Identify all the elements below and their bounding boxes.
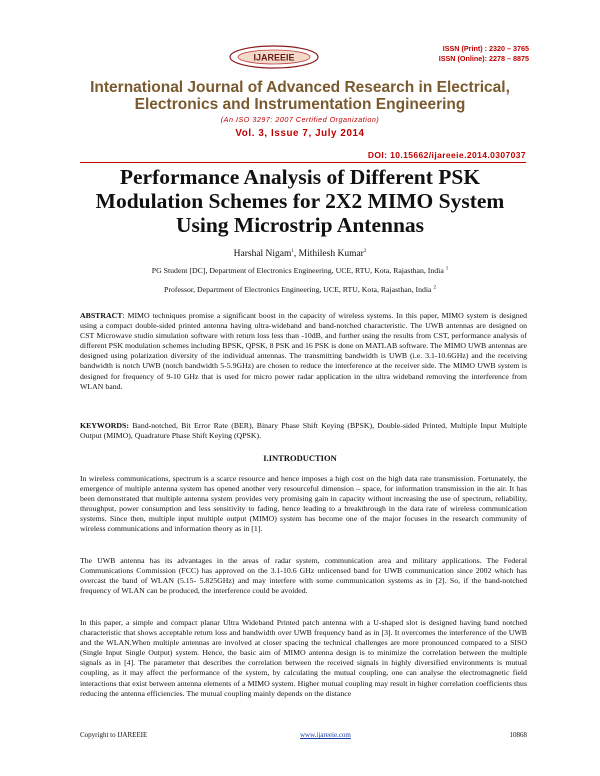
iso-certification: (An ISO 3297: 2007 Certified Organization) [220, 115, 380, 124]
title-line: Using Microstrip Antennas [175, 213, 425, 237]
footer-copyright: Copyright to IJAREEIE [80, 731, 148, 739]
doi: DOI: 10.15662/ijareeie.2014.0307037 [367, 150, 526, 160]
abstract-text: : MIMO techniques promise a significant boost in the capacity of wireless systems. In this paper, MIMO system is designed using a compact double-sided printed antenna having ultra-wideband and band-notched characteristic. The UWB antennas are designed on CST Microwave studio simulation software with return loss less than -10dB, and further using the results from CST, performance analysis of different PSK modulation schemes including BPSK, QPSK, 8 PSK and 16 PSK is done on MATLAB software. The MIMO UWB antennas are designed using polarization diversity of the individual antennas. The transmitting bandwidth is UWB (i.e. 3.1-10.6GHz) and the receiving bandwidth is notch UWB (notch bandwidth 5-5.9GHz) are chosen to reduce the interference at the receiver side. The MIMO UWB system is designed for frequency of 9-10 GHz that is used for micro power radar application in the ultra wideband removing the interference from WLAN band. [80, 311, 527, 391]
keywords [80, 421, 527, 441]
affiliation-text: PG Student [DC], Department of Electronics Engineering, UCE, RTU, Kota, Rajasthan, India [151, 266, 446, 275]
authors [0, 249, 600, 259]
journal-logo [218, 43, 330, 71]
section-heading: I.INTRODUCTION [263, 453, 337, 463]
affiliation-text: Professor, Department of Electronics Engineering, UCE, RTU, Kota, Rajasthan, India [164, 285, 434, 294]
affiliation-sup: 1 [445, 266, 449, 272]
affiliation-1 [0, 266, 600, 275]
footer-website-link[interactable]: www.ijareeie.com [300, 731, 351, 739]
volume-issue: Vol. 3, Issue 7, July 2014 [235, 128, 365, 139]
intro-paragraph-1: In wireless communications, spectrum is a scarce resource and hence imposes a high cost on the high data rate transmission. Fortunately, the emergence of multiple antenna system has opened another very resourceful dimension – space, for information transmission in the air. It has been demonstrated that multiple antenna system provides very promising gain in capacity without increasing the use of spectrum, reliability, throughput, power consumption and less sensitivity to fading, hence leading to a breakthrough in the data rate of wireless communication systems. Since then, multiple input multiple output (MIMO) system has become one of the major focuses in the research community of wireless communications and information theory as in [1]. [80, 474, 527, 534]
issn-print: ISSN (Print) : 2320 – 3765 [442, 44, 529, 53]
footer-page-number: 10868 [509, 731, 527, 739]
issn-online: ISSN (Online): 2278 – 8875 [438, 54, 529, 63]
intro-paragraph-3: In this paper, a simple and compact planar Ultra Wideband Printed patch antenna with a U-shaped slot is designed having band notched characteristic that shows acceptable return loss and bandwidth over UWB frequency band as in [3]. It overcomes the interference of the UWB and the WLAN.When multiple antennas are involved at closer spacing the technical challenges are more pronounced compared to a SISO (Single Input Single Output) system. Hence, the basic aim of MIMO antenna design is to minimize the correlation between the multiple signals as in [4]. The parameter that describes the correlation between the received signals in highly diversified environments is mutual coupling, as it may affect the performance of the system, by calculating the mutual coupling, one can analyse the electromagnetic field interactions that exist between antenna elements of a MIMO system. Higher mutual coupling may result in higher correlation coefficients thus reducing the antenna efficiencies. The mutual coupling mainly depends on the distance [80, 618, 527, 698]
intro-paragraph-2: The UWB antenna has its advantages in the areas of radar system, communication area and military applications. The Federal Communications Commission (FCC) has approved on the 3.1-10.6 GHz unlicensed band for UWB communication since 2002 which has overcast the band of WLAN (5.15- 5.825GHz) and may interfere with some communication systems as in [2]. So, if the band-notched frequency of WLAN can be produced, the interference could be avoided. [80, 556, 527, 596]
header-rule [80, 162, 526, 163]
abstract-label: ABSTRACT [80, 311, 123, 320]
keywords-label: KEYWORDS: [80, 421, 129, 430]
journal-name-line1: International Journal of Advanced Research in Electrical, [90, 79, 510, 96]
affiliation-2 [0, 285, 600, 294]
logo-text: IJAREEIE [253, 52, 295, 63]
title-line: Modulation Schemes for 2X2 MIMO System [95, 189, 505, 213]
author-sep: , [293, 249, 299, 260]
affiliation-sup: 2 [433, 285, 436, 291]
author-name: Harshal Nigam [233, 249, 292, 260]
keywords-text: Band-notched, Bit Error Rate (BER), Binary Phase Shift Keying (BPSK), Double-sided Printed, Multiple Input Multiple Output (MIMO), Quadrature Phase Shift Keying (QPSK). [80, 421, 527, 441]
author-sup: 1 [291, 249, 294, 254]
title-line: Performance Analysis of Different PSK [119, 165, 481, 189]
author-name: Mithilesh Kumar [298, 249, 364, 260]
author-sup: 2 [363, 249, 367, 254]
abstract [80, 311, 527, 392]
paper-title [60, 165, 540, 237]
journal-name-line2: Electronics and Instrumentation Engineering [134, 96, 466, 113]
